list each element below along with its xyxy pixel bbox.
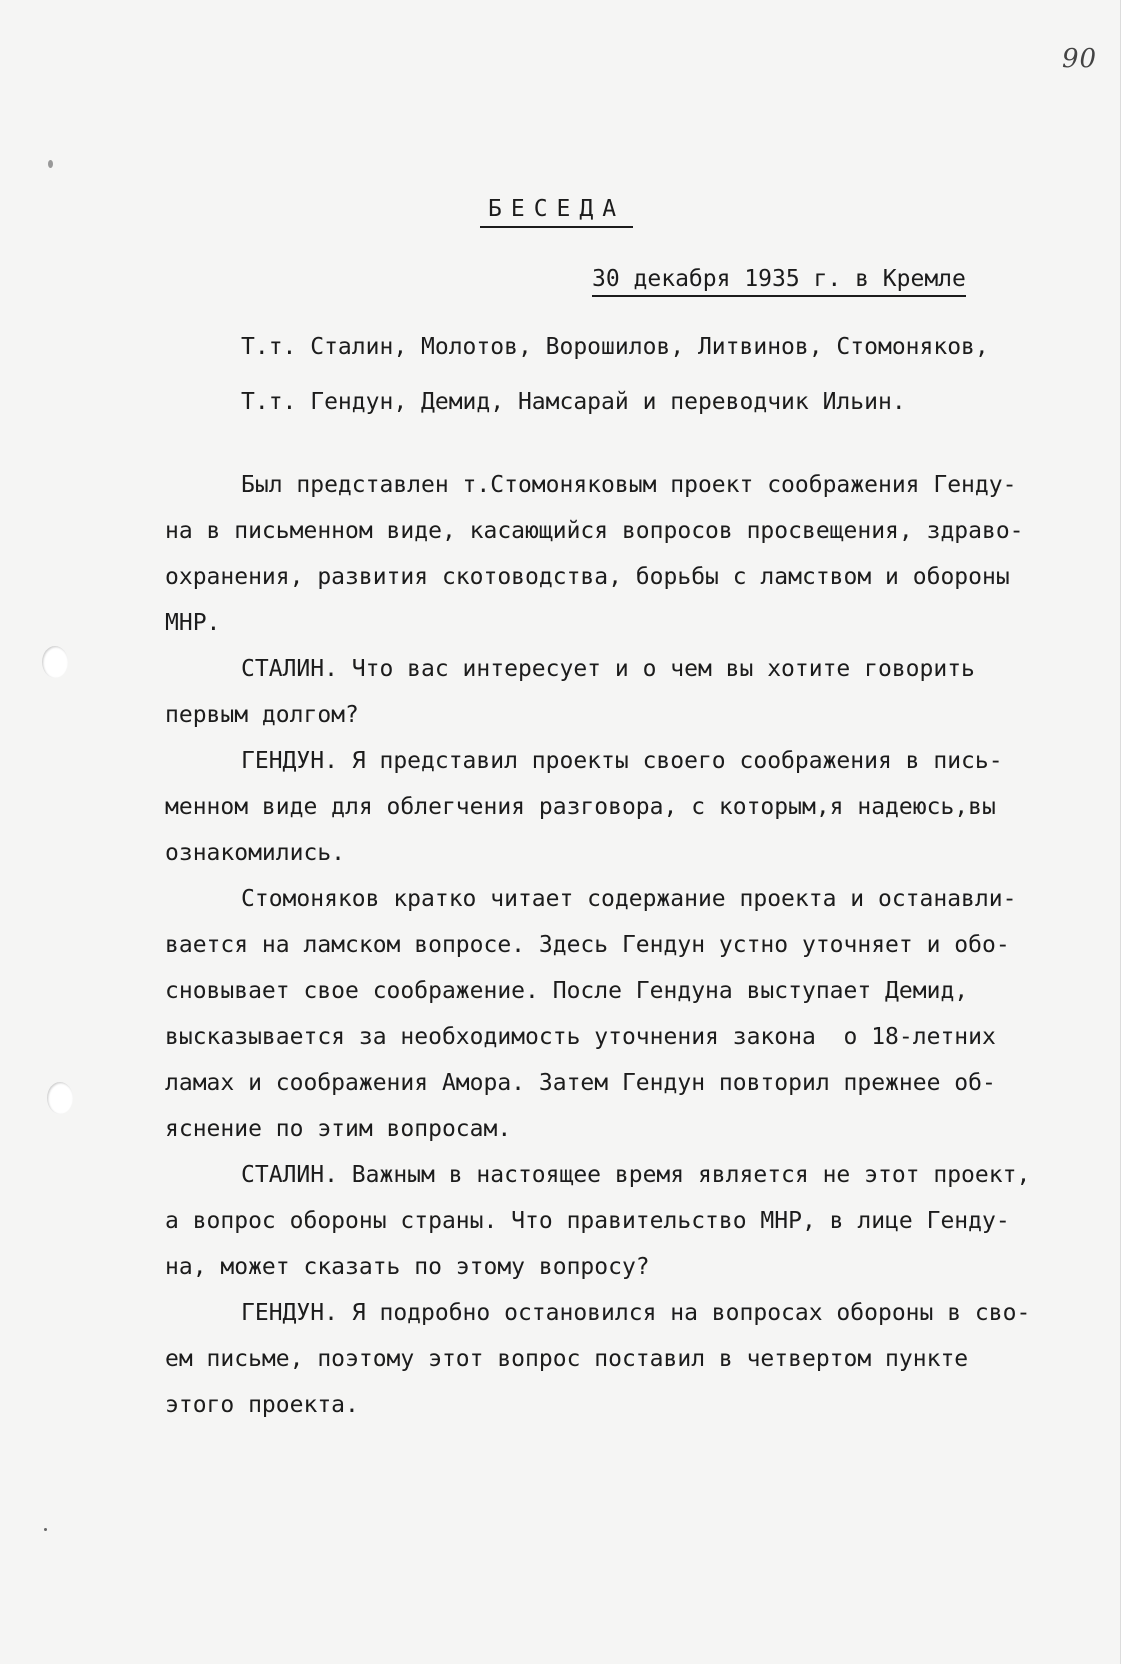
text-line: Т.т. Сталин, Молотов, Ворошилов, Литвинов, Стомоняков, — [241, 334, 989, 360]
text-line: яснение по этим вопросам. — [165, 1116, 512, 1142]
text-line: Т.т. Гендун, Демид, Намсарай и переводчик Ильин. — [241, 389, 906, 415]
text-line: высказывается за необходимость уточнения закона о 18-летних — [165, 1024, 996, 1050]
punch-hole — [47, 1082, 73, 1114]
ink-speck — [48, 160, 53, 168]
text-line: сновывает свое соображение. После Гендуна выступает Демид, — [165, 978, 969, 1004]
text-line: ознакомились. — [165, 840, 346, 866]
document-dateline: 30 декабря 1935 г. в Кремле — [592, 266, 966, 297]
text-line: Стомоняков кратко читает содержание проекта и останавли- — [241, 886, 1017, 912]
text-line: СТАЛИН. Что вас интересует и о чем вы хотите говорить — [241, 656, 975, 682]
text-line: Был представлен т.Стомоняковым проект соображения Генду- — [241, 472, 1017, 498]
text-line: ГЕНДУН. Я подробно остановился на вопросах обороны в сво- — [241, 1300, 1031, 1326]
text-line: ламах и соображения Амора. Затем Гендун повторил прежнее об- — [165, 1070, 996, 1096]
text-line: на в письменном виде, касающийся вопросов просвещения, здраво- — [165, 518, 1024, 544]
document-title: БЕСЕДА — [480, 196, 633, 228]
text-line: СТАЛИН. Важным в настоящее время является не этот проект, — [241, 1162, 1031, 1188]
text-line: на, может сказать по этому вопросу? — [165, 1254, 650, 1280]
text-line: ГЕНДУН. Я представил проекты своего соображения в пись- — [241, 748, 1003, 774]
punch-hole — [42, 646, 68, 678]
text-line: охранения, развития скотоводства, борьбы с ламством и обороны — [165, 564, 1010, 590]
text-line: менном виде для облегчения разговора, с которым,я надеюсь,вы — [165, 794, 996, 820]
text-line: вается на ламском вопросе. Здесь Гендун устно уточняет и обо- — [165, 932, 1010, 958]
text-line: первым долгом? — [165, 702, 359, 728]
ink-speck — [44, 1528, 47, 1531]
text-line: а вопрос обороны страны. Что правительство МНР, в лице Генду- — [165, 1208, 1010, 1234]
text-line: этого проекта. — [165, 1392, 359, 1418]
page-number: 90 — [1062, 44, 1098, 74]
text-line: МНР. — [165, 610, 221, 636]
text-line: ем письме, поэтому этот вопрос поставил в четвертом пункте — [165, 1346, 969, 1372]
